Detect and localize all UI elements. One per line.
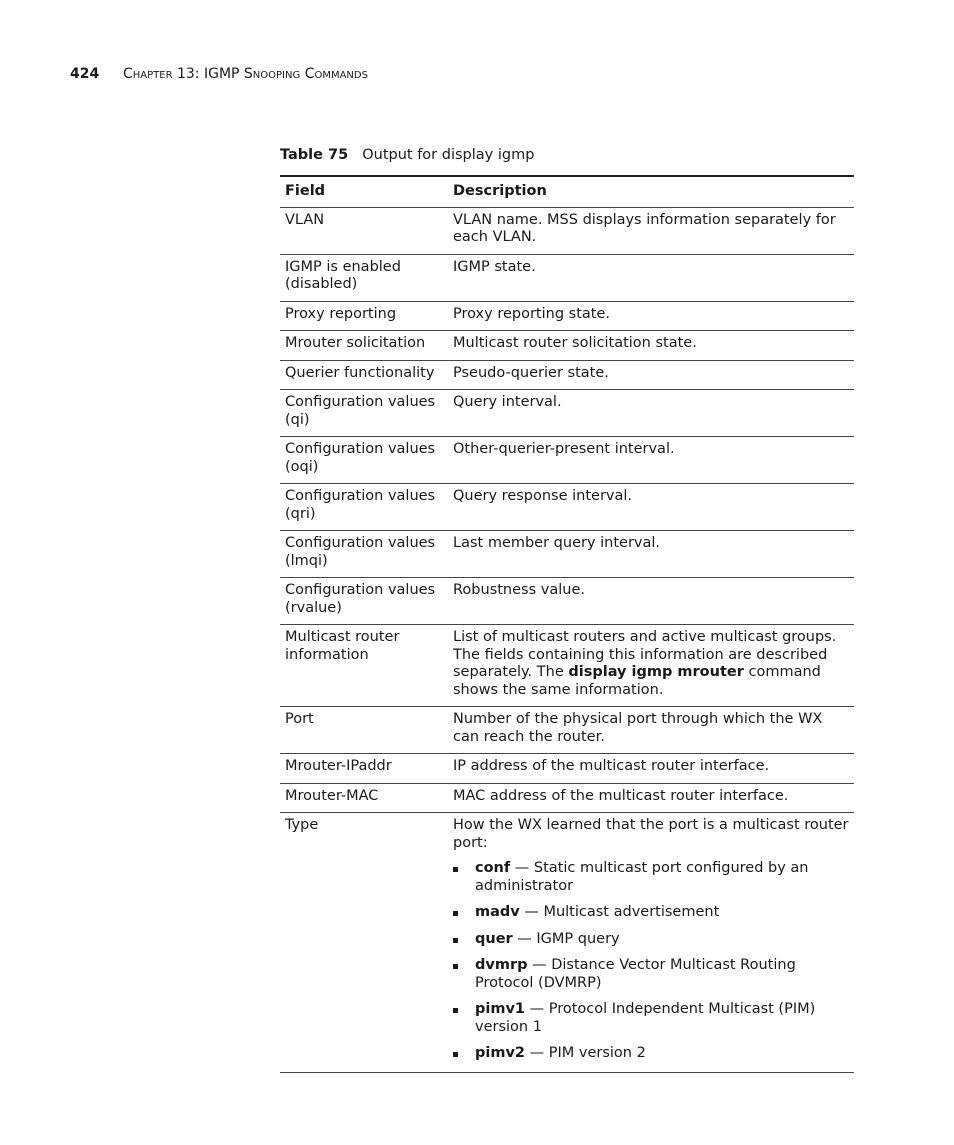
description-cell: Query response interval. bbox=[448, 484, 854, 531]
description-cell: IP address of the multicast router interface. bbox=[448, 754, 854, 784]
field-cell: Querier functionality bbox=[280, 360, 448, 390]
table-row bbox=[280, 783, 854, 813]
description-cell: Multicast router solicitation state. bbox=[448, 331, 854, 361]
column-header-description: Description bbox=[448, 176, 854, 207]
description-cell: Query interval. bbox=[448, 390, 854, 437]
type-term: quer bbox=[475, 930, 513, 947]
table-header-row bbox=[280, 176, 854, 207]
bullet-square-icon bbox=[453, 911, 458, 916]
table-row bbox=[280, 301, 854, 331]
field-cell: IGMP is enabled (disabled) bbox=[280, 254, 448, 301]
list-item bbox=[453, 957, 850, 992]
bullet-square-icon bbox=[453, 938, 458, 943]
description-cell: MAC address of the multicast router interface. bbox=[448, 783, 854, 813]
type-text: — Multicast advertisement bbox=[519, 904, 720, 920]
description-cell bbox=[448, 813, 854, 1073]
type-term: pimv2 bbox=[475, 1045, 525, 1061]
description-cell: Robustness value. bbox=[448, 578, 854, 625]
description-cell: IGMP state. bbox=[448, 254, 854, 301]
field-cell: Type bbox=[280, 813, 448, 1073]
table-row bbox=[280, 813, 854, 1073]
table-title: Output for display igmp bbox=[362, 147, 535, 163]
field-cell: Port bbox=[280, 707, 448, 754]
list-item bbox=[453, 1045, 850, 1063]
type-term: conf bbox=[475, 860, 511, 876]
field-cell: Multicast router information bbox=[280, 625, 448, 707]
list-item bbox=[453, 1001, 850, 1036]
description-cell: Last member query interval. bbox=[448, 531, 854, 578]
field-cell: Mrouter-MAC bbox=[280, 783, 448, 813]
bullet-square-icon bbox=[453, 867, 458, 872]
field-cell: Proxy reporting bbox=[280, 301, 448, 331]
chapter-title: Chapter 13: IGMP Snooping Commands bbox=[123, 66, 368, 82]
table-row bbox=[280, 484, 854, 531]
description-cell bbox=[448, 625, 854, 707]
description-text: List of multicast routers and active multicast groups. The fields containing this information are described separately. The bbox=[453, 629, 837, 680]
bullet-square-icon bbox=[453, 964, 458, 969]
list-item bbox=[453, 860, 850, 895]
type-text: — PIM version 2 bbox=[525, 1045, 646, 1061]
description-cell: Pseudo-querier state. bbox=[448, 360, 854, 390]
type-text: — Distance Vector Multicast Routing Protocol (DVMRP) bbox=[475, 957, 796, 991]
description-cell: Proxy reporting state. bbox=[448, 301, 854, 331]
field-cell: Configuration values (oqi) bbox=[280, 437, 448, 484]
field-cell: Mrouter solicitation bbox=[280, 331, 448, 361]
list-item bbox=[453, 931, 850, 949]
type-term: madv bbox=[475, 904, 520, 920]
table-row bbox=[280, 437, 854, 484]
column-header-field: Field bbox=[280, 176, 448, 207]
table-number: Table 75 bbox=[280, 147, 349, 163]
type-text: — IGMP query bbox=[512, 930, 620, 947]
field-cell: Configuration values (qi) bbox=[280, 390, 448, 437]
table-row bbox=[280, 578, 854, 625]
description-cell: Number of the physical port through which the WX can reach the router. bbox=[448, 707, 854, 754]
table-row bbox=[280, 707, 854, 754]
table-row bbox=[280, 360, 854, 390]
page-number: 424 bbox=[70, 66, 100, 82]
field-cell: Mrouter-IPaddr bbox=[280, 754, 448, 784]
type-term: pimv1 bbox=[475, 1001, 525, 1017]
igmp-output-table bbox=[280, 175, 854, 1073]
bullet-square-icon bbox=[453, 1008, 458, 1013]
table-row bbox=[280, 207, 854, 254]
description-cell: VLAN name. MSS displays information separately for each VLAN. bbox=[448, 207, 854, 254]
type-term: dvmrp bbox=[475, 957, 528, 973]
description-cell: Other-querier-present interval. bbox=[448, 437, 854, 484]
table-row bbox=[280, 531, 854, 578]
description-text: command shows the same information. bbox=[453, 664, 821, 698]
table-row bbox=[280, 331, 854, 361]
type-text: — Protocol Independent Multicast (PIM) version 1 bbox=[475, 1001, 816, 1035]
field-cell: Configuration values (rvalue) bbox=[280, 578, 448, 625]
field-cell: VLAN bbox=[280, 207, 448, 254]
table-row bbox=[280, 625, 854, 707]
field-cell: Configuration values (lmqi) bbox=[280, 531, 448, 578]
type-text: — Static multicast port configured by an administrator bbox=[475, 860, 809, 894]
field-cell: Configuration values (qri) bbox=[280, 484, 448, 531]
bullet-square-icon bbox=[453, 1052, 458, 1057]
table-row bbox=[280, 254, 854, 301]
table-row bbox=[280, 754, 854, 784]
type-list bbox=[453, 860, 850, 1063]
table-caption bbox=[280, 147, 534, 163]
page-header bbox=[70, 66, 368, 82]
command-name: display igmp mrouter bbox=[568, 664, 744, 680]
table-row bbox=[280, 390, 854, 437]
description-text: How the WX learned that the port is a multicast router port: bbox=[453, 817, 849, 851]
list-item bbox=[453, 904, 850, 922]
